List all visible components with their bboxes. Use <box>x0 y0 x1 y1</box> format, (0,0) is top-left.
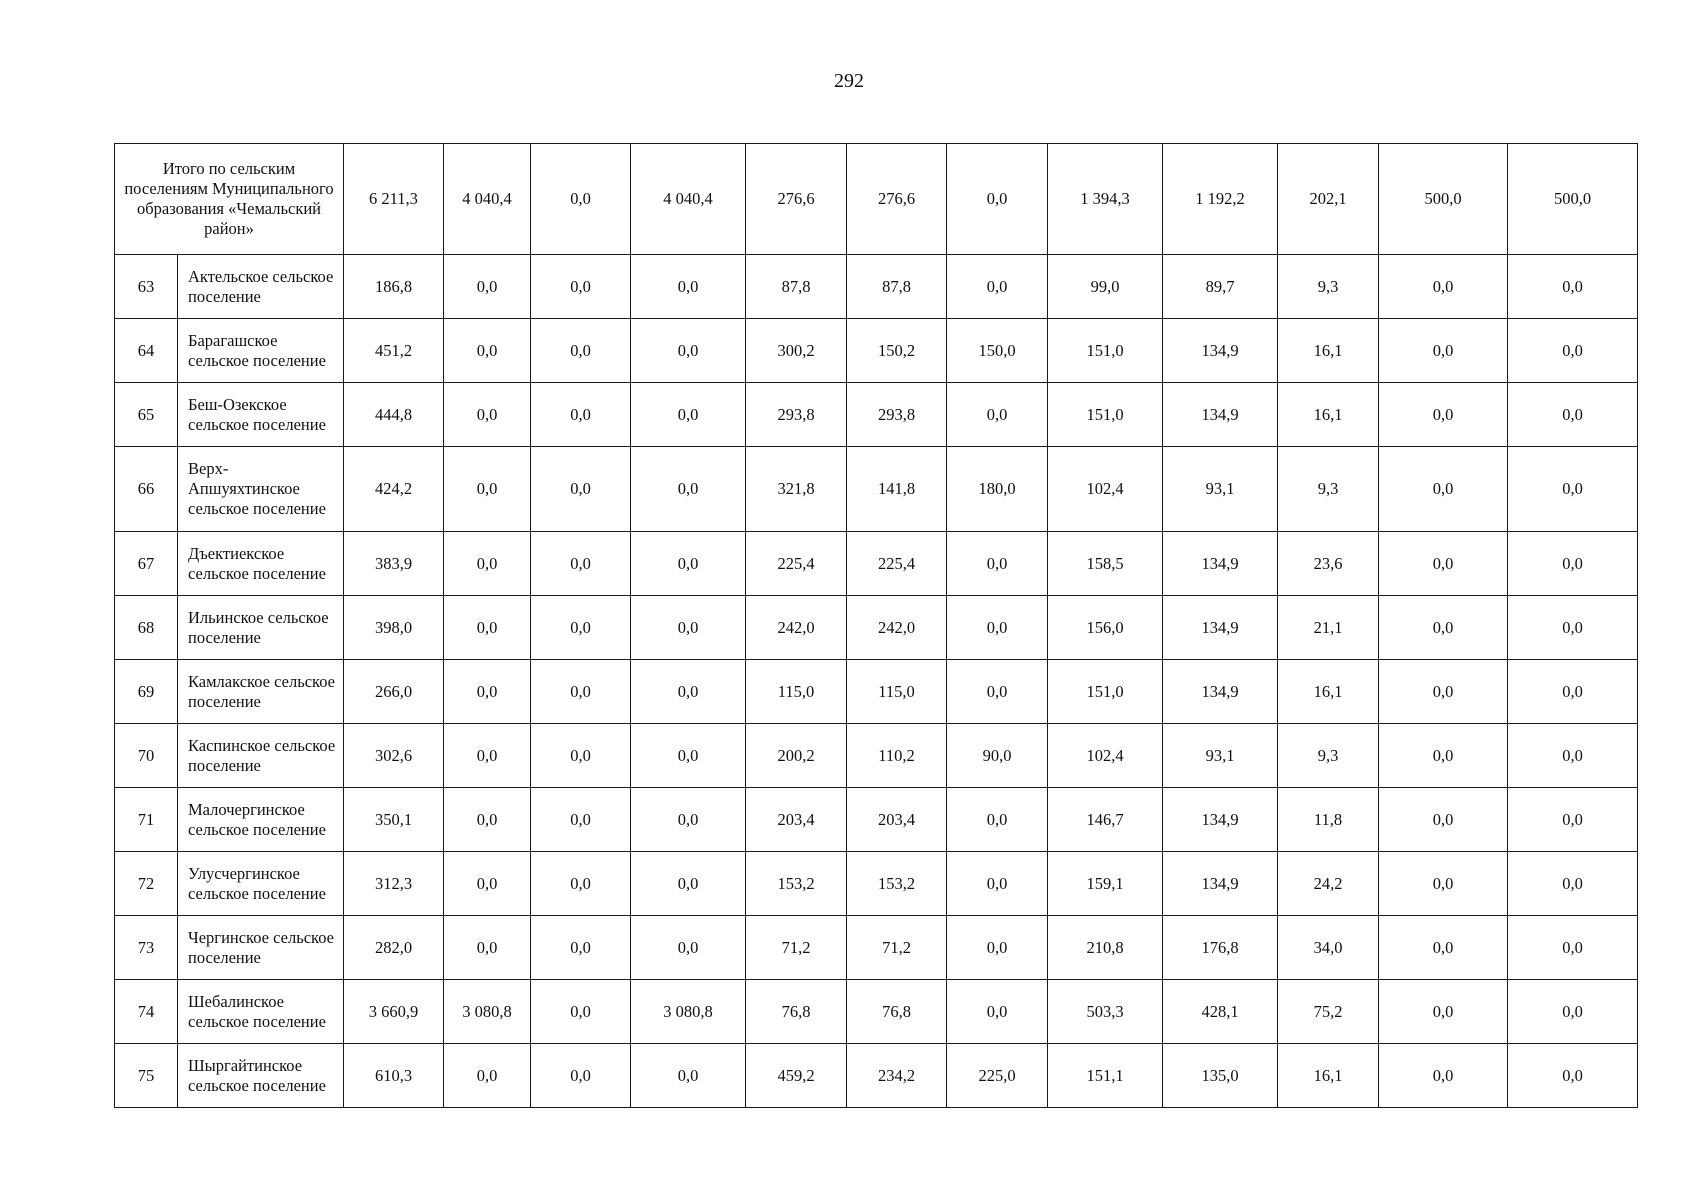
value-cell: 71,2 <box>847 916 947 980</box>
value-cell: 0,0 <box>1379 724 1508 788</box>
value-cell: 242,0 <box>847 596 947 660</box>
value-cell: 1 192,2 <box>1163 144 1278 255</box>
value-cell: 0,0 <box>631 788 746 852</box>
budget-table <box>114 143 1638 1108</box>
value-cell: 0,0 <box>1508 1044 1638 1108</box>
table-row <box>115 724 1638 788</box>
row-number: 64 <box>115 319 178 383</box>
value-cell: 16,1 <box>1278 660 1379 724</box>
value-cell: 24,2 <box>1278 852 1379 916</box>
value-cell: 75,2 <box>1278 980 1379 1044</box>
value-cell: 225,0 <box>947 1044 1048 1108</box>
value-cell: 146,7 <box>1048 788 1163 852</box>
value-cell: 0,0 <box>631 319 746 383</box>
settlement-name: Верх-Апшуяхтинское сельское поселение <box>178 447 344 532</box>
value-cell: 202,1 <box>1278 144 1379 255</box>
value-cell: 0,0 <box>631 447 746 532</box>
value-cell: 151,1 <box>1048 1044 1163 1108</box>
table-row <box>115 532 1638 596</box>
value-cell: 150,2 <box>847 319 947 383</box>
value-cell: 459,2 <box>746 1044 847 1108</box>
page-number: 292 <box>834 70 864 92</box>
value-cell: 312,3 <box>344 852 444 916</box>
value-cell: 282,0 <box>344 916 444 980</box>
row-number: 71 <box>115 788 178 852</box>
table-row <box>115 1044 1638 1108</box>
total-row <box>115 144 1638 255</box>
value-cell: 0,0 <box>531 319 631 383</box>
value-cell: 134,9 <box>1163 383 1278 447</box>
value-cell: 0,0 <box>1508 255 1638 319</box>
value-cell: 134,9 <box>1163 660 1278 724</box>
value-cell: 16,1 <box>1278 383 1379 447</box>
value-cell: 87,8 <box>746 255 847 319</box>
value-cell: 0,0 <box>631 532 746 596</box>
value-cell: 0,0 <box>531 447 631 532</box>
row-number: 74 <box>115 980 178 1044</box>
value-cell: 0,0 <box>531 255 631 319</box>
row-number: 67 <box>115 532 178 596</box>
settlement-name: Барагашское сельское поселение <box>178 319 344 383</box>
value-cell: 0,0 <box>631 724 746 788</box>
value-cell: 0,0 <box>444 383 531 447</box>
value-cell: 134,9 <box>1163 532 1278 596</box>
value-cell: 383,9 <box>344 532 444 596</box>
row-number: 72 <box>115 852 178 916</box>
table-row <box>115 788 1638 852</box>
value-cell: 3 080,8 <box>444 980 531 1044</box>
value-cell: 0,0 <box>1508 532 1638 596</box>
settlement-name: Шебалинское сельское поселение <box>178 980 344 1044</box>
value-cell: 424,2 <box>344 447 444 532</box>
settlement-name: Дъектиекское сельское поселение <box>178 532 344 596</box>
table-row <box>115 980 1638 1044</box>
value-cell: 0,0 <box>444 916 531 980</box>
settlement-name: Малочергинское сельское поселение <box>178 788 344 852</box>
value-cell: 153,2 <box>847 852 947 916</box>
value-cell: 0,0 <box>1379 1044 1508 1108</box>
value-cell: 242,0 <box>746 596 847 660</box>
value-cell: 0,0 <box>1508 319 1638 383</box>
value-cell: 0,0 <box>1508 980 1638 1044</box>
value-cell: 176,8 <box>1163 916 1278 980</box>
value-cell: 89,7 <box>1163 255 1278 319</box>
value-cell: 76,8 <box>746 980 847 1044</box>
value-cell: 0,0 <box>531 660 631 724</box>
value-cell: 210,8 <box>1048 916 1163 980</box>
value-cell: 87,8 <box>847 255 947 319</box>
row-number: 68 <box>115 596 178 660</box>
value-cell: 0,0 <box>631 916 746 980</box>
value-cell: 293,8 <box>746 383 847 447</box>
value-cell: 0,0 <box>531 383 631 447</box>
value-cell: 0,0 <box>1508 383 1638 447</box>
value-cell: 225,4 <box>847 532 947 596</box>
value-cell: 0,0 <box>444 447 531 532</box>
value-cell: 93,1 <box>1163 724 1278 788</box>
value-cell: 293,8 <box>847 383 947 447</box>
value-cell: 16,1 <box>1278 319 1379 383</box>
value-cell: 3 660,9 <box>344 980 444 1044</box>
row-number: 65 <box>115 383 178 447</box>
value-cell: 141,8 <box>847 447 947 532</box>
value-cell: 93,1 <box>1163 447 1278 532</box>
value-cell: 302,6 <box>344 724 444 788</box>
value-cell: 0,0 <box>947 596 1048 660</box>
value-cell: 444,8 <box>344 383 444 447</box>
value-cell: 0,0 <box>947 980 1048 1044</box>
value-cell: 321,8 <box>746 447 847 532</box>
value-cell: 0,0 <box>531 532 631 596</box>
value-cell: 225,4 <box>746 532 847 596</box>
settlement-name: Ильинское сельское поселение <box>178 596 344 660</box>
value-cell: 23,6 <box>1278 532 1379 596</box>
value-cell: 6 211,3 <box>344 144 444 255</box>
table-body <box>115 144 1638 1108</box>
value-cell: 4 040,4 <box>444 144 531 255</box>
value-cell: 0,0 <box>947 144 1048 255</box>
settlement-name: Улусчергинское сельское поселение <box>178 852 344 916</box>
value-cell: 110,2 <box>847 724 947 788</box>
value-cell: 300,2 <box>746 319 847 383</box>
value-cell: 76,8 <box>847 980 947 1044</box>
value-cell: 0,0 <box>444 788 531 852</box>
value-cell: 90,0 <box>947 724 1048 788</box>
value-cell: 500,0 <box>1508 144 1638 255</box>
value-cell: 0,0 <box>444 660 531 724</box>
value-cell: 0,0 <box>947 916 1048 980</box>
value-cell: 350,1 <box>344 788 444 852</box>
value-cell: 200,2 <box>746 724 847 788</box>
value-cell: 610,3 <box>344 1044 444 1108</box>
settlement-name: Камлакское сельское поселение <box>178 660 344 724</box>
settlement-name: Беш-Озекское сельское поселение <box>178 383 344 447</box>
value-cell: 234,2 <box>847 1044 947 1108</box>
settlement-name: Актельское сельское поселение <box>178 255 344 319</box>
value-cell: 0,0 <box>444 852 531 916</box>
value-cell: 11,8 <box>1278 788 1379 852</box>
value-cell: 0,0 <box>947 532 1048 596</box>
value-cell: 0,0 <box>531 724 631 788</box>
row-number: 69 <box>115 660 178 724</box>
value-cell: 135,0 <box>1163 1044 1278 1108</box>
value-cell: 0,0 <box>1379 660 1508 724</box>
value-cell: 102,4 <box>1048 447 1163 532</box>
value-cell: 0,0 <box>1379 319 1508 383</box>
value-cell: 203,4 <box>746 788 847 852</box>
value-cell: 0,0 <box>947 660 1048 724</box>
value-cell: 0,0 <box>1508 852 1638 916</box>
value-cell: 0,0 <box>1508 447 1638 532</box>
table-row <box>115 660 1638 724</box>
value-cell: 276,6 <box>847 144 947 255</box>
value-cell: 9,3 <box>1278 255 1379 319</box>
table-row <box>115 916 1638 980</box>
value-cell: 0,0 <box>444 724 531 788</box>
value-cell: 503,3 <box>1048 980 1163 1044</box>
value-cell: 102,4 <box>1048 724 1163 788</box>
value-cell: 158,5 <box>1048 532 1163 596</box>
value-cell: 0,0 <box>631 1044 746 1108</box>
value-cell: 1 394,3 <box>1048 144 1163 255</box>
value-cell: 151,0 <box>1048 383 1163 447</box>
value-cell: 0,0 <box>947 255 1048 319</box>
value-cell: 134,9 <box>1163 788 1278 852</box>
row-number: 75 <box>115 1044 178 1108</box>
value-cell: 0,0 <box>1508 724 1638 788</box>
value-cell: 0,0 <box>531 144 631 255</box>
row-number: 63 <box>115 255 178 319</box>
value-cell: 266,0 <box>344 660 444 724</box>
value-cell: 0,0 <box>631 660 746 724</box>
value-cell: 0,0 <box>947 788 1048 852</box>
row-number: 70 <box>115 724 178 788</box>
value-cell: 0,0 <box>631 852 746 916</box>
value-cell: 0,0 <box>531 852 631 916</box>
value-cell: 0,0 <box>1379 788 1508 852</box>
row-number: 66 <box>115 447 178 532</box>
table-row <box>115 319 1638 383</box>
value-cell: 134,9 <box>1163 596 1278 660</box>
settlement-name: Каспинское сельское поселение <box>178 724 344 788</box>
value-cell: 0,0 <box>1508 596 1638 660</box>
value-cell: 0,0 <box>1379 255 1508 319</box>
value-cell: 0,0 <box>1379 852 1508 916</box>
value-cell: 0,0 <box>1379 916 1508 980</box>
value-cell: 153,2 <box>746 852 847 916</box>
value-cell: 180,0 <box>947 447 1048 532</box>
value-cell: 34,0 <box>1278 916 1379 980</box>
value-cell: 0,0 <box>1508 788 1638 852</box>
value-cell: 500,0 <box>1379 144 1508 255</box>
value-cell: 0,0 <box>444 532 531 596</box>
value-cell: 151,0 <box>1048 319 1163 383</box>
value-cell: 0,0 <box>444 1044 531 1108</box>
value-cell: 0,0 <box>1379 383 1508 447</box>
value-cell: 428,1 <box>1163 980 1278 1044</box>
value-cell: 150,0 <box>947 319 1048 383</box>
value-cell: 9,3 <box>1278 447 1379 532</box>
value-cell: 159,1 <box>1048 852 1163 916</box>
value-cell: 3 080,8 <box>631 980 746 1044</box>
table-row <box>115 852 1638 916</box>
value-cell: 115,0 <box>847 660 947 724</box>
value-cell: 451,2 <box>344 319 444 383</box>
row-number: 73 <box>115 916 178 980</box>
value-cell: 151,0 <box>1048 660 1163 724</box>
total-label: Итого по сельским поселениям Муниципального образования «Чемальский район» <box>115 144 344 255</box>
settlement-name: Шыргайтинское сельское поселение <box>178 1044 344 1108</box>
value-cell: 134,9 <box>1163 852 1278 916</box>
table-row <box>115 255 1638 319</box>
value-cell: 0,0 <box>444 255 531 319</box>
value-cell: 4 040,4 <box>631 144 746 255</box>
value-cell: 0,0 <box>1379 596 1508 660</box>
value-cell: 99,0 <box>1048 255 1163 319</box>
table-row <box>115 383 1638 447</box>
value-cell: 156,0 <box>1048 596 1163 660</box>
value-cell: 0,0 <box>631 383 746 447</box>
value-cell: 134,9 <box>1163 319 1278 383</box>
value-cell: 21,1 <box>1278 596 1379 660</box>
value-cell: 0,0 <box>1508 660 1638 724</box>
value-cell: 0,0 <box>947 852 1048 916</box>
value-cell: 0,0 <box>531 1044 631 1108</box>
value-cell: 0,0 <box>631 596 746 660</box>
settlement-name: Чергинское сельское поселение <box>178 916 344 980</box>
value-cell: 0,0 <box>631 255 746 319</box>
value-cell: 9,3 <box>1278 724 1379 788</box>
value-cell: 16,1 <box>1278 1044 1379 1108</box>
value-cell: 0,0 <box>531 596 631 660</box>
value-cell: 0,0 <box>444 319 531 383</box>
value-cell: 0,0 <box>531 916 631 980</box>
value-cell: 398,0 <box>344 596 444 660</box>
table-row <box>115 596 1638 660</box>
value-cell: 0,0 <box>1508 916 1638 980</box>
value-cell: 186,8 <box>344 255 444 319</box>
value-cell: 115,0 <box>746 660 847 724</box>
value-cell: 203,4 <box>847 788 947 852</box>
value-cell: 0,0 <box>947 383 1048 447</box>
value-cell: 276,6 <box>746 144 847 255</box>
table-row <box>115 447 1638 532</box>
value-cell: 0,0 <box>1379 980 1508 1044</box>
value-cell: 0,0 <box>531 788 631 852</box>
value-cell: 71,2 <box>746 916 847 980</box>
value-cell: 0,0 <box>1379 447 1508 532</box>
value-cell: 0,0 <box>444 596 531 660</box>
value-cell: 0,0 <box>531 980 631 1044</box>
value-cell: 0,0 <box>1379 532 1508 596</box>
